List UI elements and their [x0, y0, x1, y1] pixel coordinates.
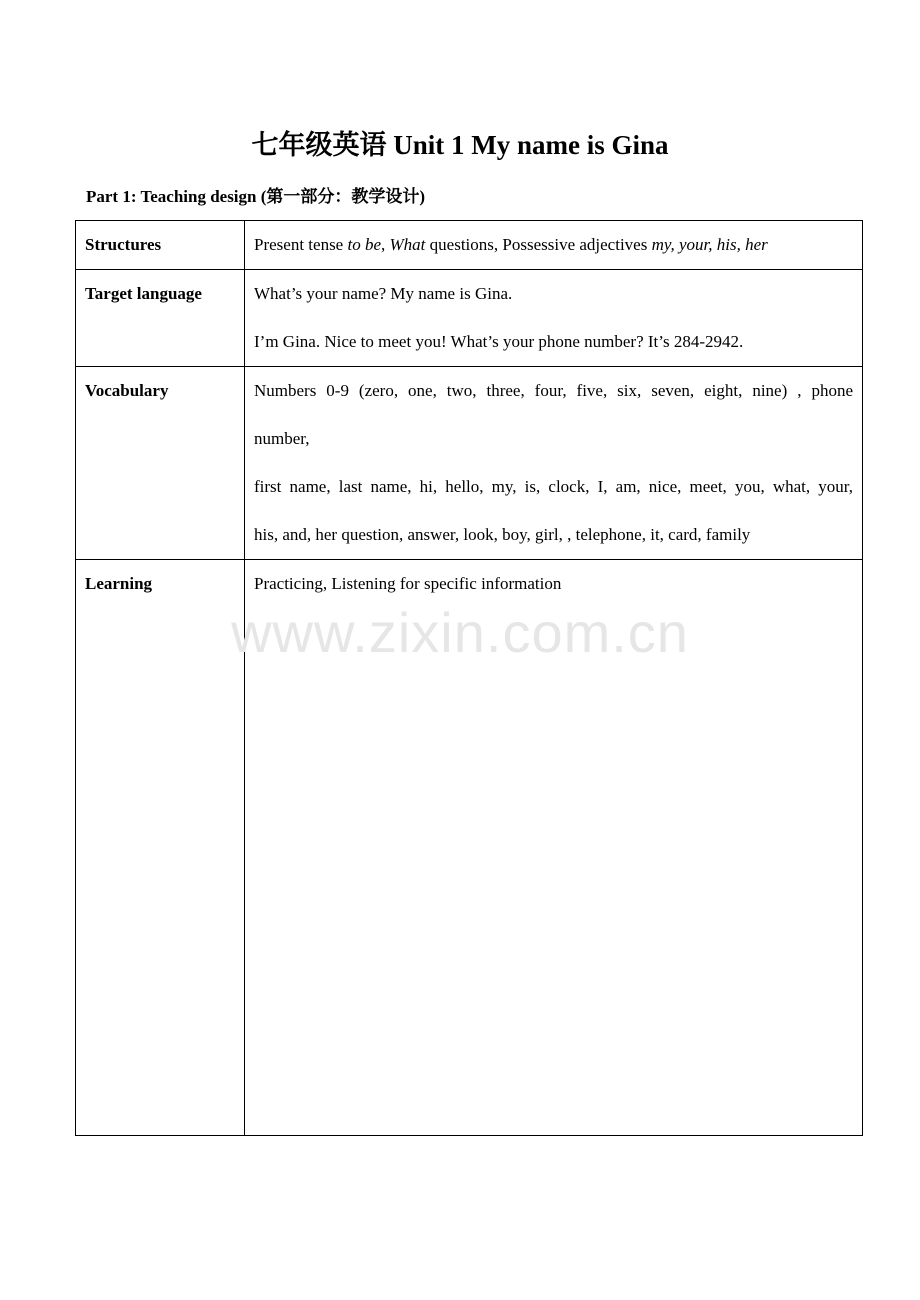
- structures-text-1: Present tense: [254, 235, 348, 254]
- target-language-content: [245, 270, 863, 367]
- table-row-target-language: [76, 270, 863, 367]
- table-row-structures: [76, 221, 863, 270]
- structures-text-2: ,: [381, 235, 390, 254]
- target-language-line-1: What’s your name? My name is Gina.: [254, 284, 513, 303]
- vocabulary-line-4: his, and, her question, answer, look, boy, girl, , telephone, it, card, family: [254, 525, 751, 544]
- teaching-design-table: [75, 220, 863, 1136]
- structures-text-3: questions, Possessive adjectives: [425, 235, 652, 254]
- vocabulary-content: [245, 367, 863, 560]
- learning-text: Practicing, Listening for specific information: [254, 574, 562, 593]
- structures-content: [245, 221, 863, 270]
- learning-label: Learning: [76, 560, 245, 1136]
- target-language-line-2: I’m Gina. Nice to meet you! What’s your phone number? It’s 284-2942.: [254, 332, 744, 351]
- watermark: www.zixin.com.cn: [231, 601, 689, 664]
- vocabulary-line-1: Numbers 0-9 (zero, one, two, three, four, five, six, seven, eight, nine) , phone: [254, 381, 853, 400]
- vocabulary-line-2: number,: [254, 429, 310, 448]
- page-title: 七年级英语 Unit 1 My name is Gina: [251, 130, 669, 160]
- section-subtitle: Part 1: Teaching design (第一部分：教学设计): [86, 187, 426, 206]
- structures-italic-adjectives: my, your, his, her: [651, 235, 768, 254]
- target-language-label: Target language: [76, 270, 245, 367]
- learning-content: [245, 560, 863, 1136]
- structures-italic-what: What: [389, 235, 426, 254]
- vocabulary-label: Vocabulary: [76, 367, 245, 560]
- vocabulary-line-3: first name, last name, hi, hello, my, is, clock, I, am, nice, meet, you, what, your,: [254, 477, 853, 496]
- structures-label: Structures: [76, 221, 245, 270]
- structures-italic-to-be: to be: [347, 235, 382, 254]
- table-row-learning: [76, 560, 863, 1136]
- table-row-vocabulary: [76, 367, 863, 560]
